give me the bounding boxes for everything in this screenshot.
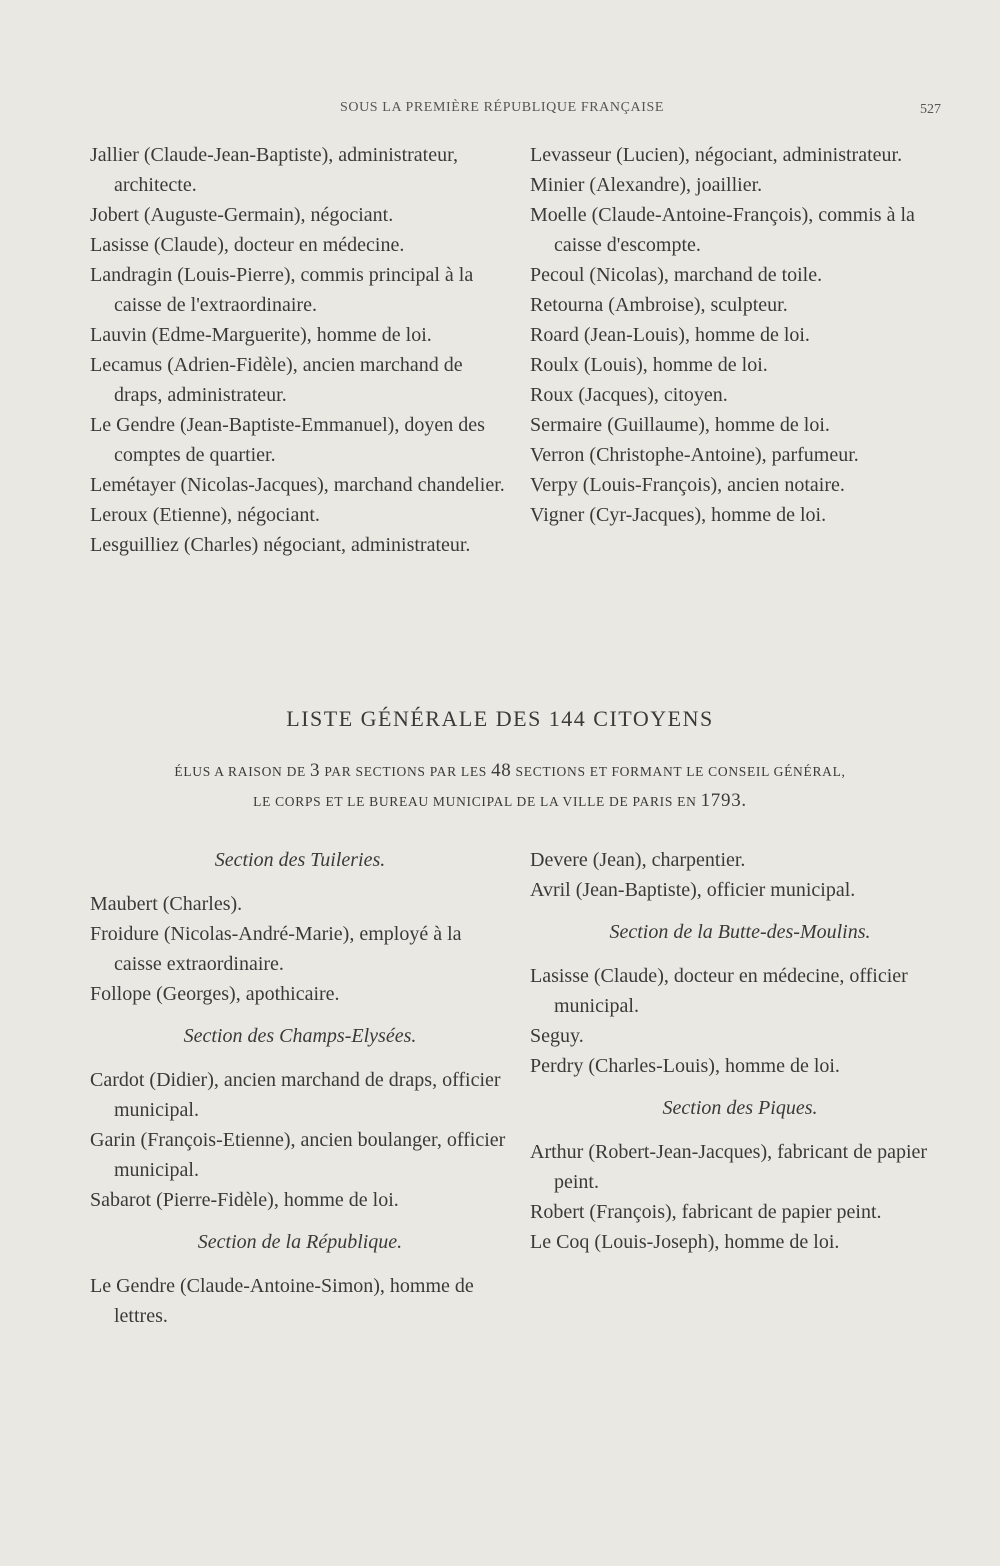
list-entry: Lemétayer (Nicolas-Jacques), marchand chandelier.	[90, 474, 505, 496]
list-entry: Froidure (Nicolas-André-Marie), employé à la caisse extraordinaire.	[90, 923, 462, 975]
list-entry: Le Gendre (Jean-Baptiste-Emmanuel), doyen des comptes de quartier.	[90, 414, 485, 466]
list-entry: Sabarot (Pierre-Fidèle), homme de loi.	[90, 1189, 399, 1211]
top-right-column	[530, 140, 952, 530]
main-title: LISTE GÉNÉRALE DES 144 CITOYENS	[286, 706, 714, 731]
section-title-tuileries: Section des Tuileries.	[214, 849, 386, 871]
list-entry: Lesguilliez (Charles) négociant, administrateur.	[90, 534, 471, 556]
list-entry: Le Gendre (Claude-Antoine-Simon), homme de lettres.	[90, 1275, 474, 1327]
list-entry: Avril (Jean-Baptiste), officier municipal.	[530, 879, 856, 901]
section-title-butte-des-moulins: Section de la Butte-des-Moulins.	[609, 921, 871, 943]
list-entry: Leroux (Etienne), négociant.	[90, 504, 320, 526]
subtitle-number: 3	[310, 760, 321, 781]
list-entry: Lauvin (Edme-Marguerite), homme de loi.	[90, 324, 432, 346]
list-entry: Moelle (Claude-Antoine-François), commis à la caisse d'escompte.	[530, 204, 915, 256]
list-entry: Arthur (Robert-Jean-Jacques), fabricant de papier peint.	[530, 1141, 928, 1193]
top-left-column	[90, 140, 512, 560]
subtitle-number: 48	[491, 760, 512, 781]
page-number: 527	[920, 102, 941, 117]
subtitle-text: ÉLUS A RAISON DE	[174, 764, 311, 779]
subtitle-text: PAR SECTIONS PAR LES	[320, 764, 492, 779]
list-entry: Perdry (Charles-Louis), homme de loi.	[530, 1055, 840, 1077]
section-title-piques: Section des Piques.	[662, 1097, 818, 1119]
list-entry: Lasisse (Claude), docteur en médecine, officier municipal.	[530, 965, 908, 1017]
section-title-republique: Section de la République.	[197, 1231, 403, 1253]
subtitle-text: SECTIONS ET FORMANT LE CONSEIL GÉNÉRAL,	[511, 764, 846, 779]
list-entry: Roulx (Louis), homme de loi.	[530, 354, 768, 376]
list-entry: Cardot (Didier), ancien marchand de draps, officier municipal.	[90, 1069, 501, 1121]
list-entry: Jallier (Claude-Jean-Baptiste), administrateur, architecte.	[90, 144, 458, 196]
running-head	[0, 100, 1000, 124]
list-entry: Follope (Georges), apothicaire.	[90, 983, 340, 1005]
list-entry: Le Coq (Louis-Joseph), homme de loi.	[530, 1231, 840, 1253]
list-entry: Landragin (Louis-Pierre), commis principal à la caisse de l'extraordinaire.	[90, 264, 474, 316]
list-entry: Seguy.	[530, 1025, 584, 1047]
running-head-title: SOUS LA PREMIÈRE RÉPUBLIQUE FRANÇAISE	[340, 100, 665, 115]
list-entry: Sermaire (Guillaume), homme de loi.	[530, 414, 830, 436]
list-entry: Verpy (Louis-François), ancien notaire.	[530, 474, 845, 496]
bottom-left-column	[90, 845, 510, 1331]
list-entry: Robert (François), fabricant de papier peint.	[530, 1201, 882, 1223]
list-entry: Maubert (Charles).	[90, 893, 243, 915]
list-entry: Verron (Christophe-Antoine), parfumeur.	[530, 444, 859, 466]
list-entry: Garin (François-Etienne), ancien boulanger, officier municipal.	[90, 1129, 506, 1181]
list-entry: Pecoul (Nicolas), marchand de toile.	[530, 264, 823, 286]
subtitle-line-1	[50, 760, 970, 782]
list-entry: Levasseur (Lucien), négociant, administrateur.	[530, 144, 903, 166]
list-entry: Lasisse (Claude), docteur en médecine.	[90, 234, 405, 256]
list-entry: Devere (Jean), charpentier.	[530, 849, 746, 871]
subtitle-line-2	[0, 790, 1000, 812]
list-entry: Vigner (Cyr-Jacques), homme de loi.	[530, 504, 827, 526]
list-entry: Retourna (Ambroise), sculpteur.	[530, 294, 788, 316]
subtitle-year: 1793.	[700, 790, 747, 811]
list-entry: Lecamus (Adrien-Fidèle), ancien marchand de draps, administrateur.	[90, 354, 463, 406]
list-entry: Minier (Alexandre), joaillier.	[530, 174, 763, 196]
list-entry: Roux (Jacques), citoyen.	[530, 384, 728, 406]
section-title-champs-elysees: Section des Champs-Elysées.	[183, 1025, 417, 1047]
list-entry: Jobert (Auguste-Germain), négociant.	[90, 204, 394, 226]
bottom-right-column	[530, 845, 950, 1257]
subtitle-text: LE CORPS ET LE BUREAU MUNICIPAL DE LA VILLE DE PARIS EN	[253, 794, 701, 809]
list-entry: Roard (Jean-Louis), homme de loi.	[530, 324, 810, 346]
